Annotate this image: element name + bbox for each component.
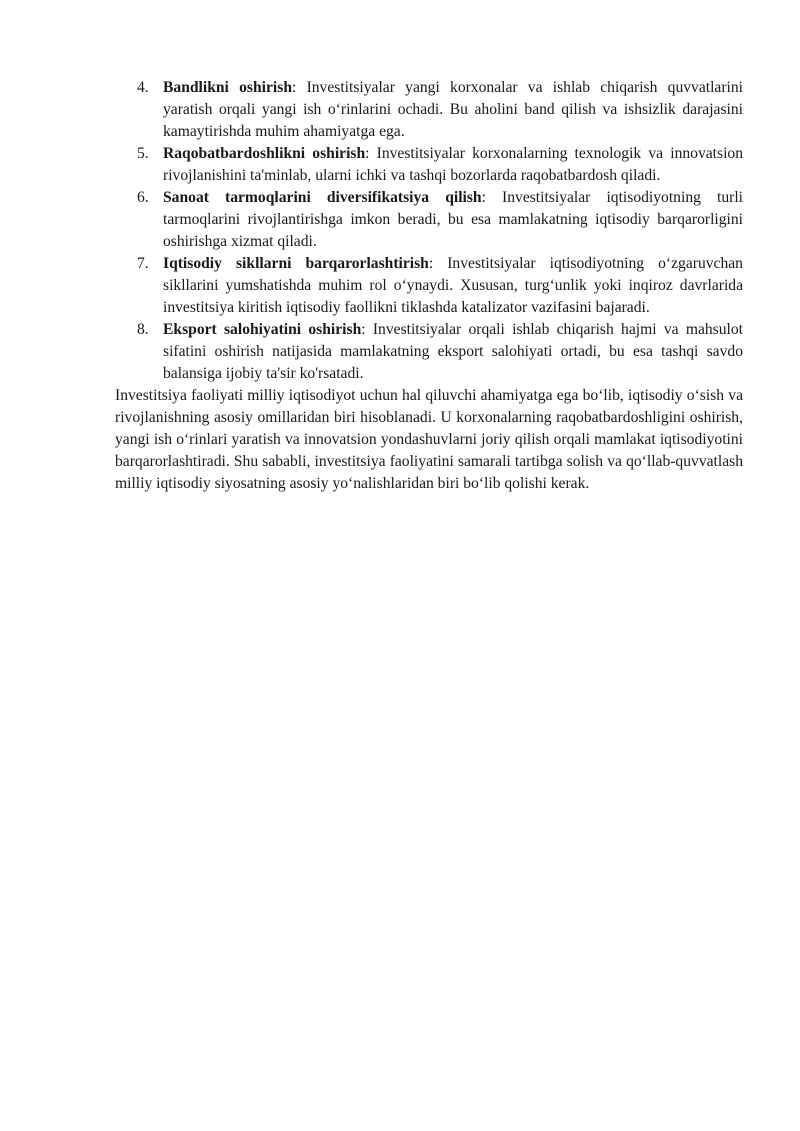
document-page xyxy=(115,77,743,495)
list-item-title: Eksport salohiyatini oshirish xyxy=(163,321,362,338)
list-item-title: Iqtisodiy sikllarni barqarorlashtirish xyxy=(163,255,429,272)
list-item xyxy=(115,187,743,253)
list-item xyxy=(115,77,743,143)
numbered-list xyxy=(115,77,743,385)
list-item xyxy=(115,143,743,187)
list-item-text: : Investitsiyalar iqtisodiyotning turli tarmoqlarini rivojlantirishga imkon beradi, bu esa mamlakatning iqtisodiy barqarorligini oshirishga xizmat qiladi. xyxy=(163,189,743,250)
list-item-title: Bandlikni oshirish xyxy=(163,79,292,96)
list-item xyxy=(115,253,743,319)
list-item-text: : Investitsiyalar korxonalarning texnologik va innovatsion rivojlanishini ta'minlab, ularni ichki va tashqi bozorlarda raqobatbardosh qiladi. xyxy=(163,145,743,184)
list-item xyxy=(115,319,743,385)
list-item-number: 4. xyxy=(137,79,149,96)
list-item-title: Raqobatbardoshlikni oshirish xyxy=(163,145,366,162)
list-item-number: 5. xyxy=(137,145,149,162)
conclusion-paragraph: Investitsiya faoliyati milliy iqtisodiyot uchun hal qiluvchi ahamiyatga ega boʻlib, iqtisodiy oʻsish va rivojlanishning asosiy omillaridan biri hisoblanadi. U korxonalarning raqobatbardoshligini oshirish, yangi ish oʻrinlari yaratish va innovatsion yondashuvlarni joriy qilish orqali mamlakat iqtisodiyotini barqarorlashtiradi. Shu sababli, investitsiya faoliyatini samarali tartibga solish va qoʻllab-quvvatlash milliy iqtisodiy siyosatning asosiy yoʻnalishlaridan biri boʻlib qolishi kerak. xyxy=(115,387,743,492)
list-item-text: : Investitsiyalar iqtisodiyotning oʻzgaruvchan sikllarini yumshatishda muhim rol oʻynaydi. Xususan, turgʻunlik yoki inqiroz davrlarida investitsiya kiritish iqtisodiy faollikni tiklashda katalizator vazifasini bajaradi. xyxy=(163,255,743,316)
list-item-text: : Investitsiyalar yangi korxonalar va ishlab chiqarish quvvatlarini yaratish orqali yangi ish oʻrinlarini ochadi. Bu aholini band qilish va ishsizlik darajasini kamaytirishda muhim ahamiyatga ega. xyxy=(163,79,743,140)
list-item-number: 8. xyxy=(137,321,149,338)
list-item-number: 7. xyxy=(137,255,149,272)
list-item-number: 6. xyxy=(137,189,149,206)
list-item-text: : Investitsiyalar orqali ishlab chiqarish hajmi va mahsulot sifatini oshirish natijasida mamlakatning eksport salohiyati ortadi, bu esa tashqi savdo balansiga ijobiy ta'sir ko'rsatadi. xyxy=(163,321,744,382)
list-item-title: Sanoat tarmoqlarini diversifikatsiya qilish xyxy=(163,189,482,206)
